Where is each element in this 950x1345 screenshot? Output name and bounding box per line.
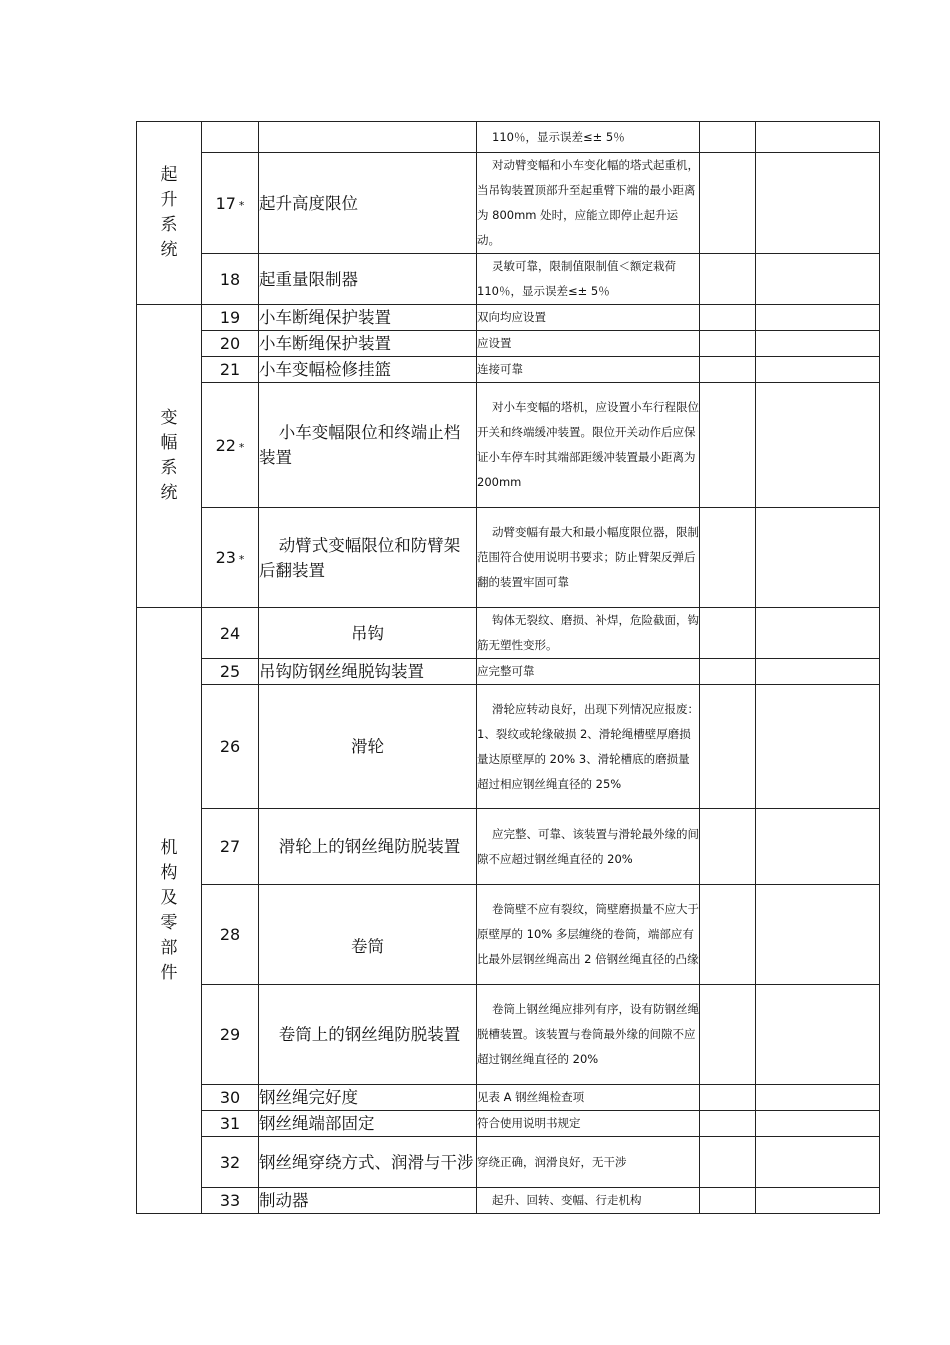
requirement: 卷筒壁不应有裂纹，筒壁磨损量不应大于原壁厚的 10% 多层缠绕的卷筒，端部应有比最外层钢丝绳高出 2 倍钢丝绳直径的凸缘 bbox=[477, 885, 700, 985]
item-name: 卷筒上的钢丝绳防脱装置 bbox=[259, 985, 477, 1085]
item-name: 小车断绳保护装置 bbox=[259, 331, 477, 357]
result-cell[interactable] bbox=[700, 1137, 756, 1188]
requirement: 连接可靠 bbox=[477, 357, 700, 383]
result-cell[interactable] bbox=[700, 153, 756, 254]
item-name: 起升高度限位 bbox=[259, 153, 477, 254]
result-cell[interactable] bbox=[700, 985, 756, 1085]
key-item-mark: * bbox=[238, 553, 245, 566]
remark-cell[interactable] bbox=[756, 885, 880, 985]
row-number: 26 bbox=[202, 685, 259, 809]
result-cell[interactable] bbox=[700, 885, 756, 985]
table-row bbox=[137, 153, 880, 254]
remark-cell[interactable] bbox=[756, 383, 880, 508]
requirement: 应设置 bbox=[477, 331, 700, 357]
row-number: 29 bbox=[202, 985, 259, 1085]
table-row bbox=[137, 383, 880, 508]
table-row bbox=[137, 254, 880, 305]
requirement: 滑轮应转动良好，出现下列情况应报废：1、裂纹或轮缘破损 2、滑轮绳槽壁厚磨损量达原壁厚的 20% 3、滑轮槽底的磨损量超过相应钢丝绳直径的 25% bbox=[477, 685, 700, 809]
table-row bbox=[137, 1111, 880, 1137]
remark-cell[interactable] bbox=[756, 659, 880, 685]
table-row bbox=[137, 1188, 880, 1214]
requirement: 应完整可靠 bbox=[477, 659, 700, 685]
key-item-mark: * bbox=[238, 198, 245, 212]
result-cell[interactable] bbox=[700, 508, 756, 608]
table-row bbox=[137, 357, 880, 383]
requirement: 应完整、可靠、该装置与滑轮最外缘的间隙不应超过钢丝绳直径的 20% bbox=[477, 809, 700, 885]
item-name: 卷筒 bbox=[259, 885, 477, 985]
result-cell[interactable] bbox=[700, 608, 756, 659]
table-row bbox=[137, 985, 880, 1085]
item-name: 小车变幅限位和终端止档装置 bbox=[259, 383, 477, 508]
remark-cell[interactable] bbox=[756, 985, 880, 1085]
item-name: 滑轮上的钢丝绳防脱装置 bbox=[259, 809, 477, 885]
item-name: 钢丝绳端部固定 bbox=[259, 1111, 477, 1137]
row-number bbox=[202, 122, 259, 153]
table-row bbox=[137, 1085, 880, 1111]
row-number: 32 bbox=[202, 1137, 259, 1188]
row-number: 19 bbox=[202, 305, 259, 331]
key-item-mark: * bbox=[238, 440, 245, 454]
item-name bbox=[259, 122, 477, 153]
result-cell[interactable] bbox=[700, 357, 756, 383]
row-number: 23 * bbox=[202, 508, 259, 608]
category-hoist: 起升系统 bbox=[137, 122, 202, 305]
table-row bbox=[137, 508, 880, 608]
table-row bbox=[137, 608, 880, 659]
category-luffing: 变幅系统 bbox=[137, 305, 202, 608]
requirement: 起升、回转、变幅、行走机构 bbox=[477, 1188, 700, 1214]
table-row bbox=[137, 885, 880, 985]
row-number: 20 bbox=[202, 331, 259, 357]
item-name: 制动器 bbox=[259, 1188, 477, 1214]
row-number: 27 bbox=[202, 809, 259, 885]
item-name: 钢丝绳完好度 bbox=[259, 1085, 477, 1111]
table-row bbox=[137, 659, 880, 685]
result-cell[interactable] bbox=[700, 659, 756, 685]
result-cell[interactable] bbox=[700, 685, 756, 809]
table-row bbox=[137, 1137, 880, 1188]
item-name: 起重量限制器 bbox=[259, 254, 477, 305]
remark-cell[interactable] bbox=[756, 1188, 880, 1214]
row-number: 21 bbox=[202, 357, 259, 383]
remark-cell[interactable] bbox=[756, 809, 880, 885]
category-mechanism: 机构及零部件 bbox=[137, 608, 202, 1214]
remark-cell[interactable] bbox=[756, 508, 880, 608]
requirement: 钩体无裂纹、磨损、补焊，危险截面，钩筋无塑性变形。 bbox=[477, 608, 700, 659]
row-number: 17 * bbox=[202, 153, 259, 254]
remark-cell[interactable] bbox=[756, 122, 880, 153]
item-name: 小车断绳保护装置 bbox=[259, 305, 477, 331]
remark-cell[interactable] bbox=[756, 1085, 880, 1111]
result-cell[interactable] bbox=[700, 305, 756, 331]
row-number: 24 bbox=[202, 608, 259, 659]
item-name: 吊钩防钢丝绳脱钩装置 bbox=[259, 659, 477, 685]
remark-cell[interactable] bbox=[756, 608, 880, 659]
result-cell[interactable] bbox=[700, 331, 756, 357]
requirement: 110％，显示误差≤± 5％ bbox=[477, 122, 700, 153]
requirement: 对动臂变幅和小车变化幅的塔式起重机，当吊钩装置顶部升至起重臂下端的最小距离为 800mm 处时，应能立即停止起升运动。 bbox=[477, 153, 700, 254]
requirement: 双向均应设置 bbox=[477, 305, 700, 331]
item-name: 小车变幅检修挂篮 bbox=[259, 357, 477, 383]
remark-cell[interactable] bbox=[756, 685, 880, 809]
remark-cell[interactable] bbox=[756, 254, 880, 305]
table-row bbox=[137, 809, 880, 885]
remark-cell[interactable] bbox=[756, 305, 880, 331]
row-number: 31 bbox=[202, 1111, 259, 1137]
remark-cell[interactable] bbox=[756, 153, 880, 254]
result-cell[interactable] bbox=[700, 254, 756, 305]
item-name: 吊钩 bbox=[259, 608, 477, 659]
row-number: 33 bbox=[202, 1188, 259, 1214]
result-cell[interactable] bbox=[700, 1085, 756, 1111]
table-row bbox=[137, 331, 880, 357]
item-name: 钢丝绳穿绕方式、润滑与干涉 bbox=[259, 1137, 477, 1188]
requirement: 穿绕正确，润滑良好，无干涉 bbox=[477, 1137, 700, 1188]
table-row bbox=[137, 122, 880, 153]
item-name: 动臂式变幅限位和防臂架后翻装置 bbox=[259, 508, 477, 608]
requirement: 符合使用说明书规定 bbox=[477, 1111, 700, 1137]
inspection-table bbox=[136, 121, 880, 1214]
remark-cell[interactable] bbox=[756, 331, 880, 357]
item-name: 滑轮 bbox=[259, 685, 477, 809]
row-number: 28 bbox=[202, 885, 259, 985]
remark-cell[interactable] bbox=[756, 1111, 880, 1137]
requirement: 对小车变幅的塔机，应设置小车行程限位开关和终端缓冲装置。限位开关动作后应保证小车停车时其端部距缓冲装置最小距离为 200mm bbox=[477, 383, 700, 508]
requirement: 灵敏可靠，限制值限制值＜额定栽荷 110％，显示误差≤± 5％ bbox=[477, 254, 700, 305]
result-cell[interactable] bbox=[700, 1111, 756, 1137]
remark-cell[interactable] bbox=[756, 357, 880, 383]
table-row bbox=[137, 685, 880, 809]
result-cell[interactable] bbox=[700, 1188, 756, 1214]
row-number: 18 bbox=[202, 254, 259, 305]
requirement: 卷筒上钢丝绳应排列有序，设有防钢丝绳脱槽装置。该装置与卷筒最外缘的间隙不应超过钢丝绳直径的 20% bbox=[477, 985, 700, 1085]
requirement: 动臂变幅有最大和最小幅度限位器，限制范围符合使用说明书要求；防止臂架反弹后翻的装置牢固可靠 bbox=[477, 508, 700, 608]
result-cell[interactable] bbox=[700, 383, 756, 508]
result-cell[interactable] bbox=[700, 809, 756, 885]
remark-cell[interactable] bbox=[756, 1137, 880, 1188]
row-number: 25 bbox=[202, 659, 259, 685]
row-number: 30 bbox=[202, 1085, 259, 1111]
row-number: 22 * bbox=[202, 383, 259, 508]
table-row bbox=[137, 305, 880, 331]
result-cell[interactable] bbox=[700, 122, 756, 153]
requirement: 见表 A 钢丝绳检查项 bbox=[477, 1085, 700, 1111]
